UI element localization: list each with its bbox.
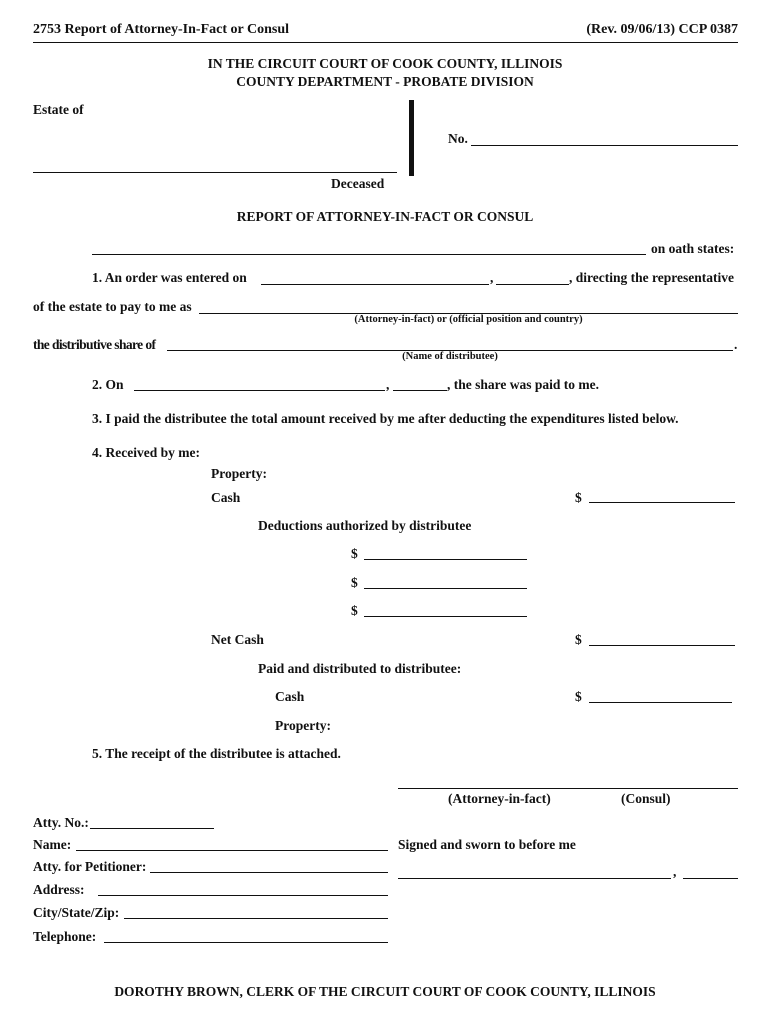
- clerk-footer: DOROTHY BROWN, CLERK OF THE CIRCUIT COURT OF COOK COUNTY, ILLINOIS: [114, 984, 656, 999]
- name-label: Name:: [33, 837, 72, 852]
- city-field[interactable]: [124, 918, 388, 919]
- sworn-year-field[interactable]: [683, 878, 738, 879]
- item5-text: 5. The receipt of the distributee is attached.: [92, 746, 341, 761]
- item2-prefix: 2. On: [92, 377, 124, 392]
- net-cash-dollar: $: [575, 632, 582, 647]
- case-no-label: No.: [448, 131, 468, 146]
- order-year-field[interactable]: [496, 284, 569, 285]
- telephone-field[interactable]: [104, 942, 388, 943]
- sworn-label: Signed and sworn to before me: [398, 837, 576, 852]
- address-label: Address:: [33, 882, 85, 897]
- atty-for-field[interactable]: [150, 872, 388, 873]
- paid-cash-field[interactable]: [589, 702, 732, 703]
- deduction3-field[interactable]: [364, 616, 527, 617]
- address-field[interactable]: [98, 895, 388, 896]
- capacity-caption: (Attorney-in-fact) or (official position and country): [354, 314, 583, 325]
- paid-property-label: Property:: [275, 718, 331, 733]
- item1-comma: ,: [490, 270, 494, 285]
- affiant-name-field[interactable]: [92, 254, 646, 255]
- telephone-label: Telephone:: [33, 929, 97, 944]
- item3-text: 3. I paid the distributee the total amount received by me after deducting the expenditures listed below.: [92, 411, 679, 426]
- item1-line3-prefix: the distributive share of: [33, 337, 156, 352]
- oath-label: on oath states:: [651, 241, 735, 256]
- sworn-comma: ,: [673, 864, 677, 879]
- paid-year-field[interactable]: [393, 390, 447, 391]
- item1-line2-prefix: of the estate to pay to me as: [33, 299, 192, 314]
- distributee-caption: (Name of distributee): [402, 351, 498, 362]
- received-cash-field[interactable]: [589, 502, 735, 503]
- net-cash-field[interactable]: [589, 645, 735, 646]
- deduction2-field[interactable]: [364, 588, 527, 589]
- estate-of-label: Estate of: [33, 102, 84, 117]
- deduction1-dollar: $: [351, 546, 358, 561]
- deduction2-dollar: $: [351, 575, 358, 590]
- form-revision: (Rev. 09/06/13) CCP 0387: [586, 22, 738, 37]
- form-title: REPORT OF ATTORNEY-IN-FACT OR CONSUL: [236, 209, 534, 224]
- atty-no-label: Atty. No.:: [33, 815, 89, 830]
- atty-no-field[interactable]: [90, 828, 214, 829]
- received-cash-label: Cash: [211, 490, 241, 505]
- deductions-label: Deductions authorized by distributee: [258, 518, 472, 533]
- received-cash-dollar: $: [575, 490, 582, 505]
- paid-distributed-label: Paid and distributed to distributee:: [258, 661, 462, 676]
- deceased-label: Deceased: [331, 176, 385, 191]
- form-id: 2753 Report of Attorney-In-Fact or Consul: [33, 22, 289, 37]
- paid-date-field[interactable]: [134, 390, 385, 391]
- case-no-field[interactable]: [471, 145, 738, 146]
- signature-field[interactable]: [398, 788, 738, 789]
- caption-divider: [409, 100, 414, 176]
- estate-name-field[interactable]: [33, 172, 397, 173]
- deduction3-dollar: $: [351, 603, 358, 618]
- court-division: COUNTY DEPARTMENT - PROBATE DIVISION: [236, 74, 534, 89]
- paid-cash-dollar: $: [575, 689, 582, 704]
- net-cash-label: Net Cash: [211, 632, 264, 647]
- order-date-field[interactable]: [261, 284, 489, 285]
- item1-suffix: , directing the representative: [569, 270, 734, 285]
- name-field[interactable]: [76, 850, 388, 851]
- item2-suffix: , the share was paid to me.: [447, 377, 600, 392]
- consul-label: (Consul): [621, 791, 671, 806]
- paid-cash-label: Cash: [275, 689, 305, 704]
- item2-comma: ,: [386, 377, 390, 392]
- atty-for-label: Atty. for Petitioner:: [33, 859, 147, 874]
- header-rule: [33, 42, 738, 43]
- city-label: City/State/Zip:: [33, 905, 120, 920]
- received-property-label: Property:: [211, 466, 267, 481]
- item1-period: .: [734, 337, 738, 352]
- item1-prefix: 1. An order was entered on: [92, 270, 247, 285]
- deduction1-field[interactable]: [364, 559, 527, 560]
- sworn-date-field[interactable]: [398, 878, 671, 879]
- court-name: IN THE CIRCUIT COURT OF COOK COUNTY, ILLINOIS: [207, 56, 563, 71]
- attorney-in-fact-label: (Attorney-in-fact): [448, 791, 551, 806]
- item4-label: 4. Received by me:: [92, 445, 200, 460]
